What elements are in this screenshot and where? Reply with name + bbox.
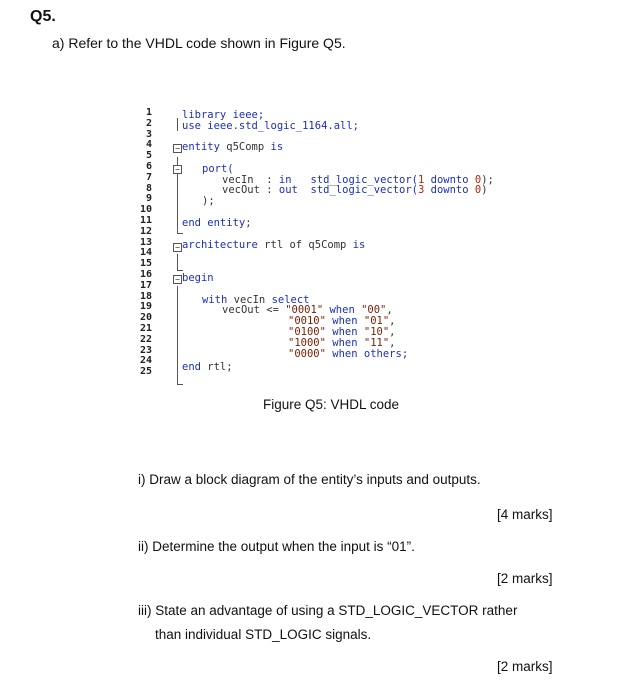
code-text: ,	[389, 326, 396, 338]
code-keyword: when	[325, 326, 364, 338]
code-text: vecOut <=	[222, 304, 286, 316]
fold-guide	[177, 118, 178, 131]
line-number: 9	[145, 193, 152, 205]
code-string: "0010"	[288, 315, 326, 327]
line-number: 14	[139, 247, 152, 259]
code-text: vecIn	[227, 294, 272, 306]
line-number: 13	[139, 236, 152, 248]
code-keyword: downto	[424, 174, 475, 186]
code-keyword: with	[202, 294, 228, 306]
fold-toggle-icon[interactable]: −	[173, 275, 182, 284]
code-text: ;	[401, 348, 409, 360]
line-number: 23	[139, 344, 152, 356]
code-line-23	[288, 349, 408, 360]
code-keyword: when	[325, 315, 364, 327]
code-keyword: end	[182, 361, 201, 373]
code-string: "01"	[363, 315, 390, 327]
line-number: 15	[139, 258, 152, 270]
line-number: 20	[139, 312, 152, 324]
line-number: 6	[145, 161, 152, 172]
line-number: 12	[139, 225, 152, 237]
code-text: vecOut :	[222, 184, 279, 196]
line-number: 19	[139, 301, 152, 313]
code-number: 0	[474, 184, 482, 196]
line-number: 16	[139, 269, 152, 280]
line-number: 8	[145, 182, 152, 194]
code-keyword: others	[363, 348, 402, 360]
code-string: "11"	[363, 337, 390, 349]
code-text: ,	[389, 315, 396, 327]
code-number: 1	[418, 174, 425, 186]
code-line-11	[182, 218, 252, 229]
line-number: 7	[145, 171, 152, 183]
code-text: ;	[245, 217, 252, 229]
code-line-16	[182, 273, 214, 284]
code-text: ,	[389, 337, 396, 349]
code-keyword: begin	[182, 272, 214, 284]
code-keyword: in	[278, 174, 292, 186]
code-keyword: when	[325, 348, 364, 360]
code-line-8	[222, 185, 488, 196]
code-line-2	[182, 121, 359, 132]
code-string: "0100"	[288, 326, 326, 338]
code-line-24	[182, 362, 233, 373]
code-keyword: select	[271, 294, 310, 306]
code-text: vecIn :	[222, 174, 279, 186]
fold-guide	[177, 254, 178, 270]
code-text: rtl;	[200, 361, 233, 373]
fold-toggle-icon[interactable]: −	[173, 243, 182, 252]
code-keyword: entity	[182, 141, 220, 153]
fold-guide	[177, 286, 178, 384]
line-number: 17	[139, 279, 152, 291]
line-number: 10	[139, 204, 152, 216]
code-string: "0001"	[285, 304, 324, 316]
line-number: 25	[139, 366, 152, 378]
code-keyword: is	[352, 239, 366, 251]
code-string: "00"	[361, 304, 387, 316]
code-line-9	[202, 196, 215, 207]
code-text: ,	[386, 304, 393, 316]
question-iii-text-continued: than individual STD_LOGIC signals.	[155, 627, 372, 642]
code-keyword: when	[323, 304, 362, 316]
code-number: 0	[474, 174, 482, 186]
code-keyword: is	[270, 141, 284, 153]
vhdl-code-figure	[134, 108, 574, 388]
line-number: 5	[145, 150, 152, 162]
line-number: 21	[139, 323, 152, 334]
code-string: "10"	[363, 326, 390, 338]
code-text: );	[481, 174, 494, 186]
code-keyword: out	[278, 184, 298, 196]
figure-caption: Figure Q5: VHDL code	[263, 397, 400, 412]
line-number: 4	[145, 139, 152, 151]
code-keyword: downto	[424, 184, 475, 196]
line-number: 24	[139, 355, 152, 367]
code-text: library ieee;	[182, 109, 265, 121]
code-text: );	[202, 195, 215, 207]
question-iii-text: iii) State an advantage of using a STD_LOGIC_VECTOR rather	[138, 603, 518, 618]
line-number: 18	[139, 290, 152, 302]
fold-guide	[177, 233, 183, 234]
line-number: 3	[145, 128, 152, 140]
part-a-instruction: a) Refer to the VHDL code shown in Figure Q5.	[52, 35, 346, 51]
code-number: 3	[417, 184, 425, 196]
code-line-13	[182, 240, 365, 251]
line-number: 11	[139, 215, 152, 226]
question-heading: Q5.	[30, 8, 56, 25]
code-text: use ieee.std_logic_1164.all;	[182, 120, 360, 132]
code-string: "0000"	[288, 348, 326, 360]
fold-toggle-icon[interactable]: −	[173, 165, 182, 174]
line-number: 1	[145, 107, 152, 118]
code-text: rtl of q5Comp	[257, 239, 353, 251]
question-i-text: i) Draw a block diagram of the entity’s inputs and outputs.	[138, 472, 481, 487]
code-keyword: architecture	[182, 239, 258, 251]
code-line-4	[182, 142, 283, 153]
question-i-marks: [4 marks]	[497, 507, 553, 522]
question-ii-text: ii) Determine the output when the input is “01”.	[138, 539, 415, 554]
line-number: 2	[145, 117, 152, 129]
code-text: )	[481, 184, 488, 196]
code-keyword: when	[325, 337, 364, 349]
code-type: std_logic_vector(	[291, 174, 418, 186]
fold-guide	[177, 270, 183, 271]
code-type: std_logic_vector(	[297, 184, 418, 196]
code-string: "1000"	[288, 337, 326, 349]
code-keyword: port(	[202, 163, 234, 175]
code-keyword: end entity	[182, 217, 246, 229]
question-iii-marks: [2 marks]	[497, 659, 553, 674]
fold-toggle-icon[interactable]: −	[173, 144, 182, 153]
line-number: 22	[139, 333, 152, 345]
question-ii-marks: [2 marks]	[497, 571, 553, 586]
code-text: q5Comp	[219, 141, 271, 153]
fold-guide	[177, 384, 183, 385]
